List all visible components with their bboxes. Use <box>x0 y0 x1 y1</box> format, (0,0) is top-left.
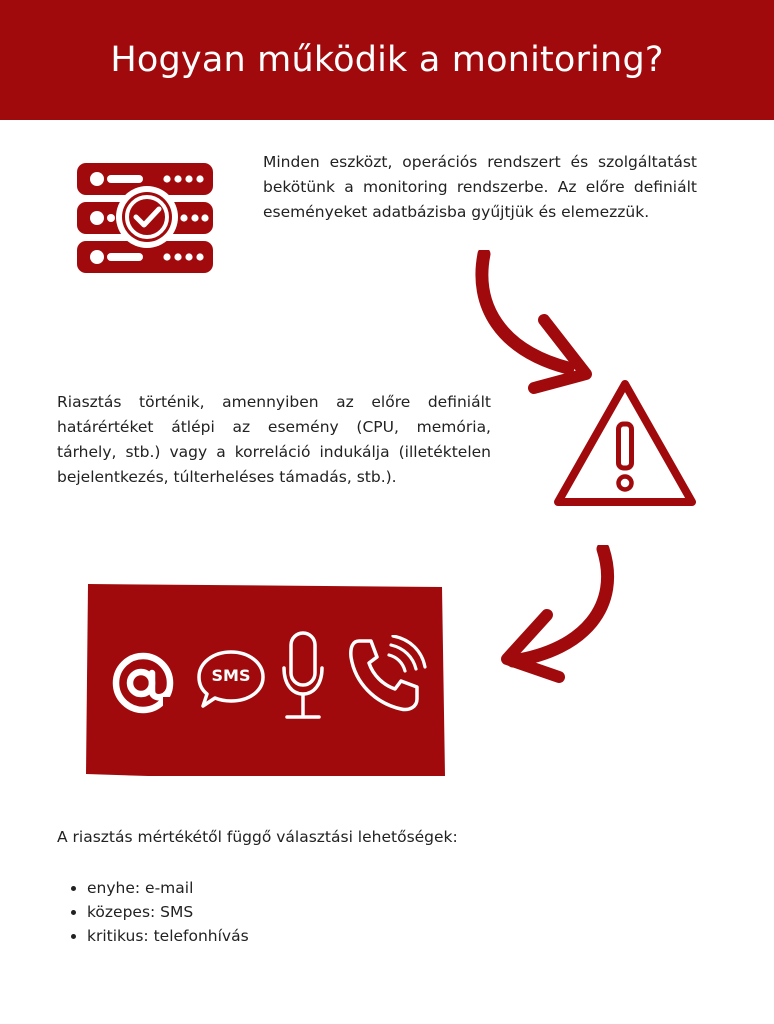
step2-text: Riasztás történik, amennyiben az előre definiált határértéket átlépi az esemény (CPU, memória, tárhely, stb.) vagy a korreláció indukálja (illetéktelen bejelentkezés, túlterheléses támadás, stb.). <box>57 393 491 486</box>
microphone-icon <box>280 630 326 722</box>
header-banner <box>0 0 774 120</box>
step1-text: Minden eszközt, operációs rendszert és szolgáltatást bekötünk a monitoring rendszerbe. Az előre definiált eseményeket adatbázisba gyűjtjük és elemezzük. <box>263 153 697 221</box>
curved-arrow-icon <box>495 545 625 685</box>
sms-bubble-icon <box>195 648 267 710</box>
sms-label: SMS <box>211 666 251 685</box>
server-check-icon <box>75 160 215 275</box>
curved-arrow-icon <box>470 250 600 395</box>
list-item: • enyhe: e-mail <box>87 876 249 900</box>
phone-call-icon <box>345 635 429 717</box>
at-email-icon <box>107 647 179 719</box>
list-item: • kritikus: telefonhívás <box>87 924 249 948</box>
options-lead: A riasztás mértékétől függő választási lehetőségek: <box>57 828 458 846</box>
page-title: Hogyan működik a monitoring? <box>110 40 664 80</box>
warning-icon <box>552 378 698 510</box>
options-list <box>57 876 249 948</box>
list-item: • közepes: SMS <box>87 900 249 924</box>
